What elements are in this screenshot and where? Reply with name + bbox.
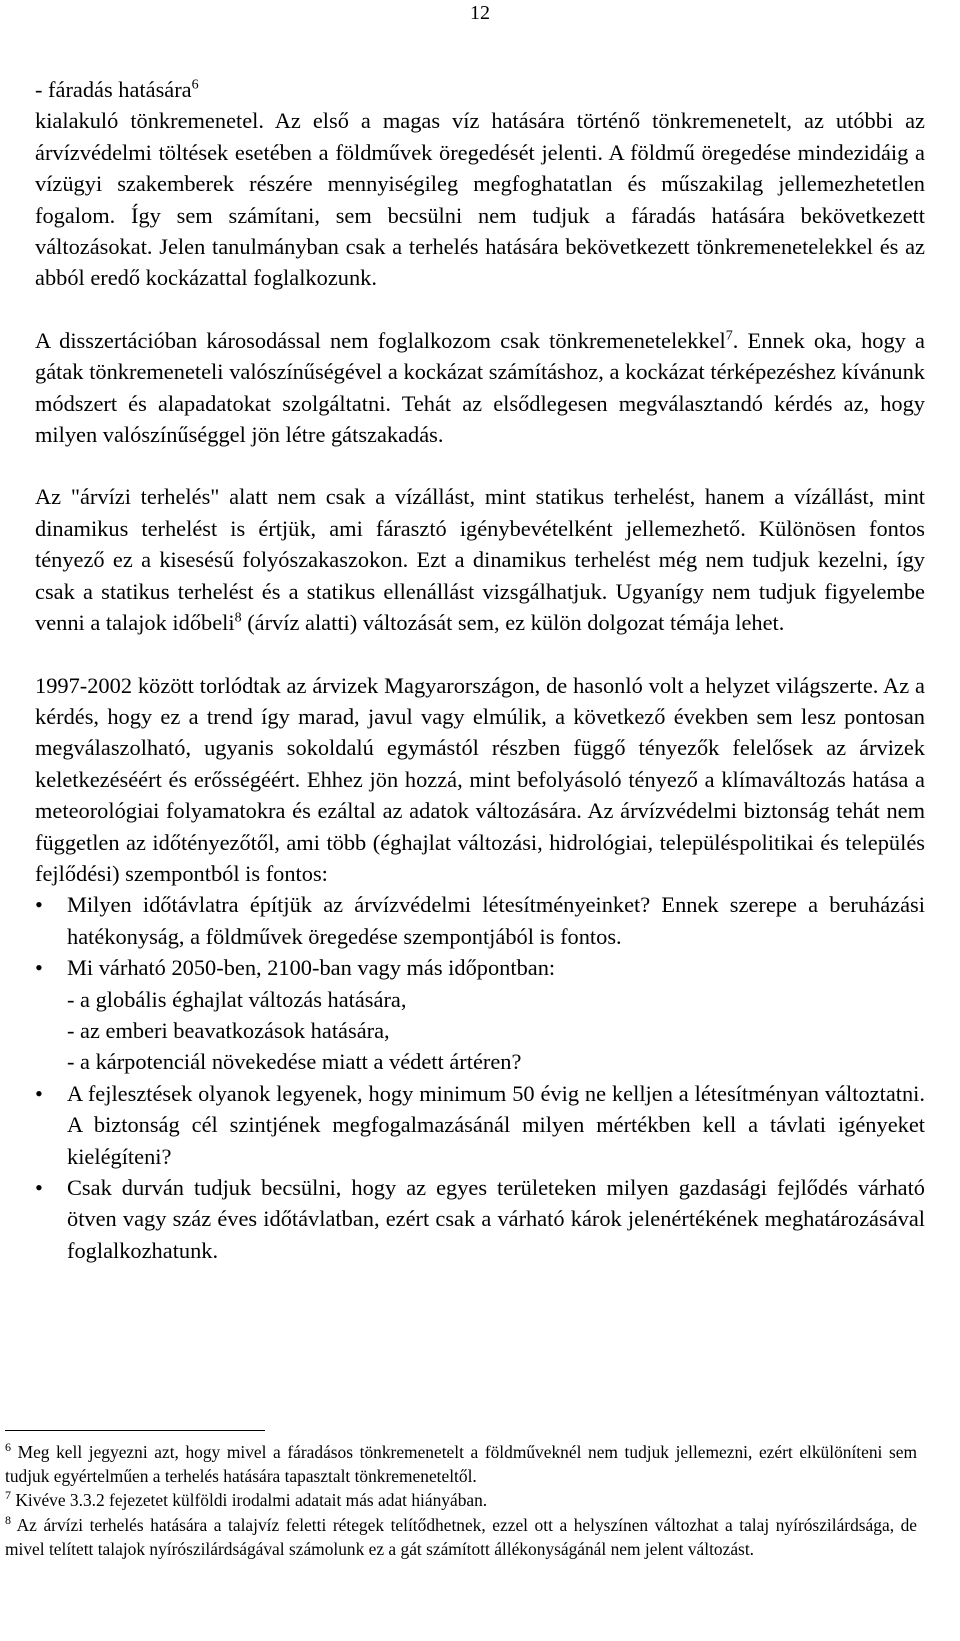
- list-item-text: A fejlesztések olyanok legyenek, hogy minimum 50 évig ne kelljen a létesítményan változtatni. A biztonság cél szintjének megfogalmazásánál milyen mértékben kell a távlati igényeket kielégíteni?: [67, 1080, 925, 1169]
- main-text: [35, 74, 925, 1266]
- footnotes: [5, 1440, 917, 1561]
- paragraph-4: 1997-2002 között torlódtak az árvizek Magyarországon, de hasonló volt a helyzet világszerte. Az a kérdés, hogy ez a trend így marad, javul vagy elmúlik, a következő években sem lesz pontosan megválaszolható, ugyanis sokoldalú egymástól részben függő tényezők felelősek az árvizek keletkezéséért és erősségéért. Ehhez jön hozzá, mint befolyásoló tényező a klímaváltozás hatása a meteorológiai folyamatokra és ezáltal az adatok változására. Az árvízvédelmi biztonság tehát nem független az időtényezőtől, ami több (éghajlat változási, hidrológiai, településpolitikai és település fejlődési) szempontból is fontos:: [35, 672, 925, 886]
- list-item: [35, 1078, 925, 1172]
- paragraph-1: kialakuló tönkremenetel. Az első a magas víz hatására történő tönkremenetelt, az utóbbi az árvízvédelmi töltések esetében a földművek öregedését jelenti. A földmű öregedése mindezidáig a vízügyi szakemberek részére mennyiségileg megfoghatatlan és műszakilag jellemezhetetlen fogalom. Így sem számítani, sem becsülni nem tudjuk a fáradás hatására bekövetkezett változásokat. Jelen tanulmányban csak a terhelés hatására bekövetkezett tönkremenetelekkel és az abból eredő kockázattal foglalkozunk.: [35, 108, 925, 291]
- page-number: 12: [470, 2, 490, 24]
- list-item: [35, 1172, 925, 1266]
- dash-line: [35, 74, 925, 105]
- paragraph-2-start: A disszertációban károsodással nem foglalkozom csak tönkremenetelekkel: [35, 327, 726, 353]
- footnote-number: 7: [5, 1488, 11, 1503]
- paragraph-2: [35, 325, 925, 451]
- paragraph-3-end: (árvíz alatti) változását sem, ez külön dolgozat témája lehet.: [247, 610, 785, 636]
- list-item: [35, 889, 925, 952]
- footnote-number: 8: [5, 1512, 11, 1527]
- list-item: [35, 952, 925, 1078]
- sub-item: - a globális éghajlat változás hatására,: [67, 986, 407, 1012]
- bullet-icon: •: [35, 1080, 43, 1106]
- footnote-text: Az árvízi terhelés hatására a talajvíz feletti rétegek telítődhetnek, ezzel ott a helyszínen változhat a talaj nyírószilárdsága, de mivel telített talajok nyírószilárdságával számolunk ez a gát számított állékonyságánál nem jelent változást.: [5, 1514, 918, 1559]
- bullet-icon: •: [35, 955, 43, 981]
- sub-item: - a kárpotenciál növekedése miatt a védett ártéren?: [67, 1049, 522, 1075]
- paragraph-3-start: Az "árvízi terhelés" alatt nem csak a vízállást, mint statikus terhelést, hanem a vízállást, mint dinamikus terhelést is értjük, ami fárasztó igénybevételként jellemezhető. Különösen fontos tényező ez a kisesésű folyószakaszokon. Ezt a dinamikus terhelést még nem tudjuk kezelni, így csak a statikus terhelést és a statikus ellenállást vizsgálhatjuk. Ugyanígy nem tudjuk figyelembe venni a talajok időbeli: [35, 484, 925, 636]
- footnote-text: Meg kell jegyezni azt, hogy mivel a fáradásos tönkremenetelt a földműveknél nem tudjuk jellemezni, ezért elkülöníteni sem tudjuk egyértelműen a terhelés hatására tapasztalt tönkremeneteltől.: [5, 1442, 917, 1487]
- paragraph-2-end: . Ennek oka, hogy a gátak tönkremeneteli valószínűségével a kockázat számításhoz, a kockázat térképezéshez kívánunk módszert és alapadatokat szolgáltatni. Tehát az elsődlegesen megválasztandó kérdés az, hogy milyen valószínűséggel jön létre gátszakadás.: [35, 327, 925, 448]
- list-item-text: Mi várható 2050-ben, 2100-ban vagy más időpontban:: [67, 955, 556, 981]
- footnote-divider: [5, 1430, 265, 1431]
- list-item-text: Csak durván tudjuk becsülni, hogy az egyes területeken milyen gazdasági fejlődés várható ötven vagy száz éves időtávlatban, ezért csak a várható károk jelenértékének meghatározásával foglalkozhatunk.: [67, 1175, 925, 1263]
- bullet-list: [35, 889, 925, 1266]
- footnote-6: [5, 1440, 917, 1488]
- footnote-text: Kivéve 3.3.2 fejezetet külföldi irodalmi adatait más adat hiányában.: [15, 1490, 488, 1511]
- dash-line-text: - fáradás hatására: [35, 77, 192, 102]
- footnote-8: [5, 1513, 917, 1561]
- bullet-icon: •: [35, 892, 43, 918]
- footnote-ref-8[interactable]: 8: [234, 610, 242, 626]
- footnote-7: [5, 1488, 917, 1512]
- paragraph-3: [35, 481, 925, 638]
- footnote-ref-6[interactable]: 6: [191, 77, 199, 93]
- footnote-number: 6: [5, 1440, 11, 1455]
- list-item-text: Milyen időtávlatra építjük az árvízvédelmi létesítményeinket? Ennek szerepe a beruházási hatékonyság, a földművek öregedése szempontjából is fontos.: [67, 892, 925, 949]
- sub-item: - az emberi beavatkozások hatására,: [67, 1017, 390, 1043]
- footnote-ref-7[interactable]: 7: [725, 328, 733, 344]
- bullet-icon: •: [35, 1175, 43, 1200]
